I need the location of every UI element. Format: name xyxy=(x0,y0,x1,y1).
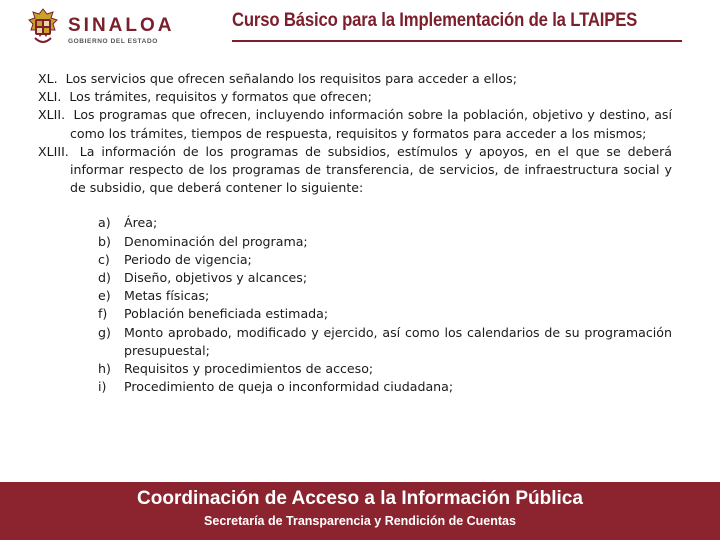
list-item-text: Procedimiento de queja o inconformidad ciudadana; xyxy=(124,379,454,395)
list-item xyxy=(98,287,672,305)
list-item xyxy=(98,251,672,269)
fraction-text: Los servicios que ofrecen señalando los requisitos para acceder a ellos; xyxy=(65,71,517,86)
brand-subtitle: GOBIERNO DEL ESTADO xyxy=(68,38,158,45)
fraction-text: Los programas que ofrecen, incluyendo información sobre la población, objetivo y destino, así como los trámites, tiempos de respuesta, requisitos y formatos para acceder a los mismos; xyxy=(70,107,672,141)
list-item-letter: a) xyxy=(98,215,111,231)
fraction-text: La información de los programas de subsidios, estímulos y apoyos, en el que se deberá informar respecto de los programas de transferencia, de servicios, de infraestructura social y de subsidio, que deberá contener lo siguiente: xyxy=(70,143,672,196)
list-item xyxy=(98,324,672,360)
list-item-letter: b) xyxy=(98,233,111,249)
brand-block xyxy=(68,16,175,45)
brand-name: SINALOA xyxy=(68,15,175,36)
fraction-text: Los trámites, requisitos y formatos que ofrecen; xyxy=(69,89,372,105)
list-item xyxy=(98,305,672,323)
list-item-text: Diseño, objetivos y alcances; xyxy=(124,270,308,286)
state-coat-of-arms-icon xyxy=(26,8,60,48)
header-divider xyxy=(232,40,682,42)
list-item-letter: d) xyxy=(98,270,111,286)
list-item-text: Población beneficiada estimada; xyxy=(124,306,329,322)
footer-subtitle: Secretaría de Transparencia y Rendición de Cuentas xyxy=(204,514,516,528)
footer-title: Coordinación de Acceso a la Información Pública xyxy=(137,488,583,509)
fraction-item xyxy=(38,143,672,198)
list-item-text: Denominación del programa; xyxy=(124,233,308,249)
slide-footer xyxy=(0,482,720,540)
list-item-text: Requisitos y procedimientos de acceso; xyxy=(124,361,374,377)
requirements-list xyxy=(98,214,672,396)
list-item-text: Periodo de vigencia; xyxy=(124,251,252,267)
list-item-text: Metas físicas; xyxy=(124,288,210,304)
fraction-number: XL. xyxy=(38,71,58,86)
list-item xyxy=(98,233,672,251)
list-item-letter: e) xyxy=(98,288,111,304)
slide-body xyxy=(38,70,672,396)
course-title: Curso Básico para la Implementación de la LTAIPES xyxy=(232,10,638,31)
fraction-item xyxy=(38,88,672,106)
fraction-number: XLI. xyxy=(38,89,62,105)
list-item-letter: f) xyxy=(98,306,108,322)
list-item xyxy=(98,378,672,396)
list-item xyxy=(98,214,672,232)
list-item xyxy=(98,269,672,287)
slide-header xyxy=(0,0,720,62)
list-item-letter: c) xyxy=(98,251,110,267)
list-item-letter: i) xyxy=(98,379,107,395)
list-item-text: Monto aprobado, modificado y ejercido, así como los calendarios de su programación presupuestal; xyxy=(124,324,672,358)
list-item xyxy=(98,360,672,378)
list-item-letter: g) xyxy=(98,324,111,340)
fraction-number: XLII. xyxy=(38,107,66,123)
list-item-text: Área; xyxy=(124,215,158,231)
fraction-item xyxy=(38,106,672,142)
fraction-number: XLIII. xyxy=(38,143,69,159)
list-item-letter: h) xyxy=(98,361,111,377)
fraction-item xyxy=(38,70,672,88)
